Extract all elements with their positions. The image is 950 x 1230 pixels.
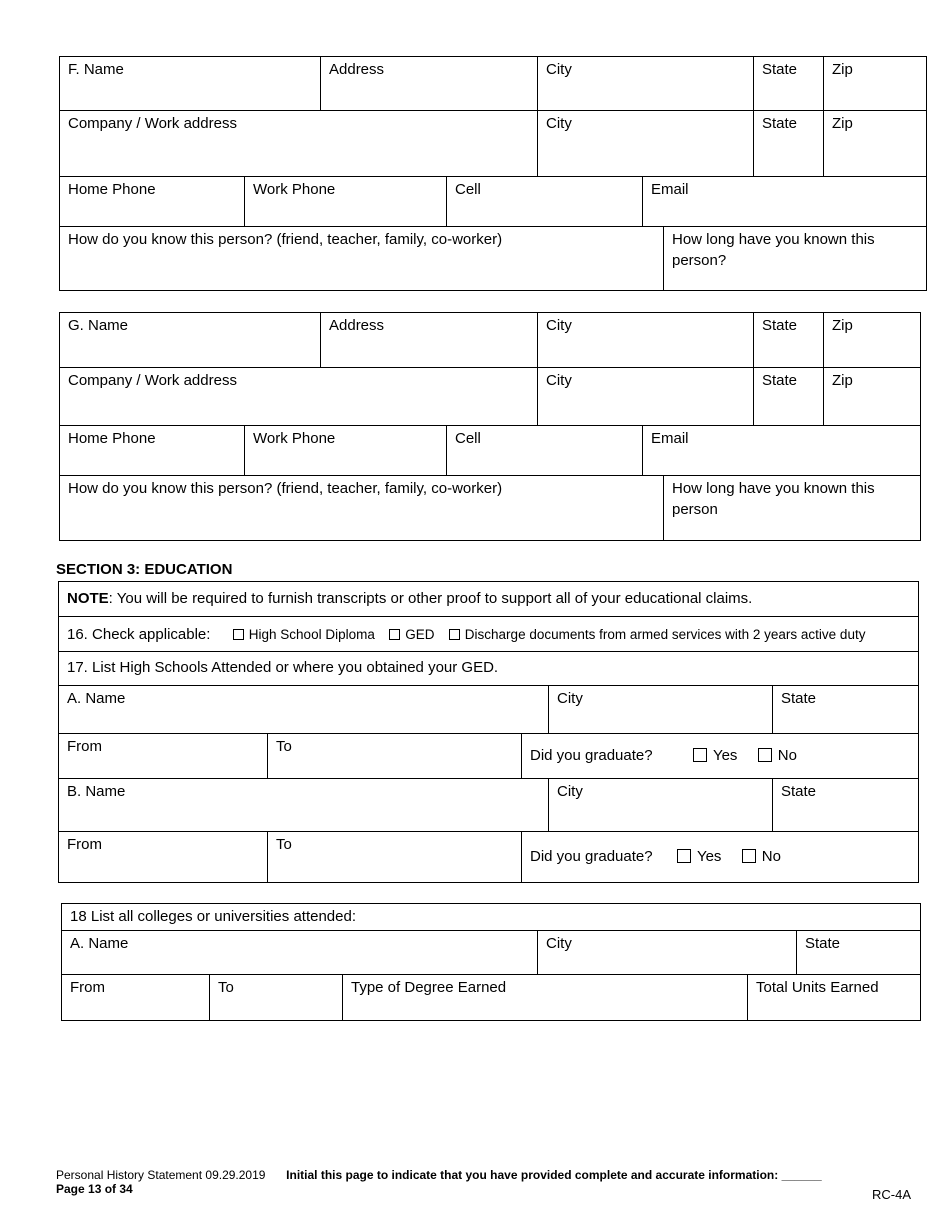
ref-g-company-field[interactable] [60, 368, 537, 426]
ref-f-city-field[interactable] [537, 57, 753, 110]
ref-g-company-city-label: City [546, 372, 572, 389]
hs-a-from-field[interactable] [59, 734, 267, 779]
college-a-name-label: A. Name [70, 935, 129, 952]
college-a-city-field[interactable] [537, 931, 796, 975]
ref-g-row2 [60, 367, 920, 426]
ref-f-name-field[interactable] [60, 57, 320, 110]
ref-g-zip-field[interactable] [823, 313, 921, 367]
ref-g-state-label: State [762, 317, 798, 334]
college-a-to-field[interactable] [209, 975, 342, 1021]
ged-checkbox[interactable] [389, 629, 400, 640]
hs-a-graduate-label: Did you graduate? [530, 747, 653, 764]
high-school-diploma-label: High School Diploma [248, 627, 375, 642]
reference-f-table [59, 56, 927, 291]
hs-b-row1 [59, 778, 918, 832]
q17-cell [59, 652, 918, 686]
hs-a-to-field[interactable] [267, 734, 521, 779]
college-a-state-field[interactable] [796, 931, 920, 975]
hs-b-no-label: No [761, 848, 781, 865]
ref-f-zip-field[interactable] [823, 57, 927, 110]
ref-f-work-phone-label: Work Phone [253, 181, 336, 198]
ref-g-city-field[interactable] [537, 313, 753, 367]
ref-g-home-phone-label: Home Phone [68, 430, 156, 447]
colleges-table [61, 903, 921, 1021]
college-a-to-label: To [218, 979, 234, 996]
colleges-header-cell [62, 904, 920, 930]
q16-row [59, 616, 918, 652]
ref-g-how-know-label: How do you know this person? (friend, teacher, family, co-worker) [68, 480, 503, 497]
ref-f-row3 [60, 176, 926, 227]
hs-b-graduate-label: Did you graduate? [530, 848, 653, 865]
footer-page-number: Page 13 of 34 [56, 1182, 133, 1196]
ref-f-address-field[interactable] [320, 57, 537, 110]
ref-g-row4 [60, 475, 920, 541]
ref-g-company-label: Company / Work address [68, 372, 237, 389]
hs-a-to-label: To [276, 738, 292, 755]
footer-form-code: RC-4A [872, 1187, 912, 1202]
hs-b-row2 [59, 831, 918, 883]
ref-g-company-zip-field[interactable] [823, 368, 921, 426]
ref-f-cell-label: Cell [455, 181, 481, 198]
hs-b-to-label: To [276, 836, 292, 853]
ged-label: GED [405, 627, 435, 642]
hs-b-no-checkbox[interactable] [742, 849, 756, 863]
ref-g-zip-label: Zip [832, 317, 853, 334]
ref-g-company-city-field[interactable] [537, 368, 753, 426]
hs-a-yes-label: Yes [712, 747, 738, 764]
ref-f-how-know-field[interactable] [60, 227, 663, 291]
hs-a-row2 [59, 733, 918, 779]
hs-b-yes-label: Yes [696, 848, 722, 865]
ref-g-email-label: Email [651, 430, 689, 447]
hs-a-yes-checkbox[interactable] [693, 748, 707, 762]
education-table [58, 581, 919, 883]
ref-f-company-zip-field[interactable] [823, 111, 927, 177]
ref-f-address-label: Address [329, 61, 385, 78]
hs-b-name-field[interactable] [59, 779, 548, 832]
discharge-documents-label: Discharge documents from armed services with 2 years active duty [464, 627, 866, 642]
ref-f-cell-field[interactable] [446, 177, 642, 227]
college-a-from-field[interactable] [62, 975, 209, 1021]
hs-b-name-label: B. Name [67, 783, 126, 800]
ref-f-home-phone-field[interactable] [60, 177, 244, 227]
hs-b-graduate-field [521, 832, 918, 883]
college-a-row2 [62, 974, 920, 1021]
ref-g-work-phone-label: Work Phone [253, 430, 336, 447]
q17-row [59, 651, 918, 686]
hs-a-name-label: A. Name [67, 690, 126, 707]
ref-f-state-field[interactable] [753, 57, 823, 110]
q17-label: 17. List High Schools Attended or where you obtained your GED. [67, 659, 499, 676]
note-cell [59, 582, 918, 616]
footer-initial[interactable]: Initial this page to indicate that you have provided complete and accurate information: ______ [286, 1168, 822, 1182]
reference-g-table [59, 312, 921, 541]
hs-b-city-field[interactable] [548, 779, 772, 832]
ref-f-company-state-field[interactable] [753, 111, 823, 177]
q16-label: 16. Check applicable: [67, 626, 211, 643]
college-a-row1 [62, 930, 920, 975]
hs-a-no-label: No [777, 747, 797, 764]
ref-g-name-label: G. Name [68, 317, 129, 334]
ref-g-company-state-label: State [762, 372, 798, 389]
ref-f-state-label: State [762, 61, 798, 78]
ref-g-company-zip-label: Zip [832, 372, 853, 389]
ref-f-home-phone-label: Home Phone [68, 181, 156, 198]
college-a-from-label: From [70, 979, 105, 996]
ref-g-cell-field[interactable] [446, 426, 642, 476]
ref-g-how-long-label: How long have you known this person [672, 480, 875, 518]
colleges-header-row [62, 904, 920, 930]
ref-f-company-city-label: City [546, 115, 572, 132]
ref-f-how-know-label: How do you know this person? (friend, teacher, family, co-worker) [68, 231, 503, 248]
note-row [59, 582, 918, 616]
hs-b-to-field[interactable] [267, 832, 521, 883]
ref-f-city-label: City [546, 61, 572, 78]
ref-g-state-field[interactable] [753, 313, 823, 367]
hs-b-yes-checkbox[interactable] [677, 849, 691, 863]
ref-g-row1 [60, 313, 920, 367]
ref-f-row4 [60, 226, 926, 291]
ref-f-work-phone-field[interactable] [244, 177, 446, 227]
ref-g-city-label: City [546, 317, 572, 334]
ref-g-address-field[interactable] [320, 313, 537, 367]
college-a-state-label: State [805, 935, 841, 952]
ref-g-name-field[interactable] [60, 313, 320, 367]
note-text: : You will be required to furnish transcripts or other proof to support all of your educational claims. [108, 590, 753, 607]
ref-g-address-label: Address [329, 317, 385, 334]
ref-f-how-long-field[interactable] [663, 227, 927, 291]
college-a-degree-field[interactable] [342, 975, 747, 1021]
hs-a-name-field[interactable] [59, 686, 548, 734]
hs-b-from-field[interactable] [59, 832, 267, 883]
ref-g-company-state-field[interactable] [753, 368, 823, 426]
college-a-name-field[interactable] [62, 931, 537, 975]
ref-g-home-phone-field[interactable] [60, 426, 244, 476]
note-label: NOTE [67, 590, 109, 607]
ref-g-how-long-field[interactable] [663, 476, 921, 541]
ref-f-company-city-field[interactable] [537, 111, 753, 177]
college-a-units-field[interactable] [747, 975, 920, 1021]
ref-g-row3 [60, 425, 920, 476]
college-a-degree-label: Type of Degree Earned [351, 979, 507, 996]
ref-f-company-zip-label: Zip [832, 115, 853, 132]
ref-f-name-label: F. Name [68, 61, 124, 78]
ref-f-row1 [60, 57, 926, 110]
hs-a-row1 [59, 685, 918, 734]
footer-line1 [56, 1168, 822, 1182]
colleges-header-label: 18 List all colleges or universities attended: [70, 908, 356, 925]
discharge-documents-checkbox[interactable] [449, 629, 460, 640]
ref-g-email-field[interactable] [642, 426, 921, 476]
hs-a-state-label: State [781, 690, 817, 707]
ref-f-company-field[interactable] [60, 111, 537, 177]
ref-g-work-phone-field[interactable] [244, 426, 446, 476]
college-a-units-label: Total Units Earned [756, 979, 879, 996]
footer-statement: Personal History Statement 09.29.2019 [56, 1168, 266, 1182]
hs-a-city-label: City [557, 690, 583, 707]
high-school-diploma-checkbox[interactable] [233, 629, 244, 640]
ref-f-email-field[interactable] [642, 177, 927, 227]
q16-cell [59, 617, 918, 652]
ref-g-cell-label: Cell [455, 430, 481, 447]
ref-f-company-state-label: State [762, 115, 798, 132]
hs-a-state-field[interactable] [772, 686, 918, 734]
hs-a-no-checkbox[interactable] [758, 748, 772, 762]
ref-f-email-label: Email [651, 181, 689, 198]
hs-a-from-label: From [67, 738, 102, 755]
hs-a-graduate-field [521, 734, 918, 779]
ref-f-zip-label: Zip [832, 61, 853, 78]
ref-f-how-long-label: How long have you known this person? [672, 231, 875, 269]
ref-f-row2 [60, 110, 926, 177]
section-3-title: SECTION 3: EDUCATION [56, 561, 233, 578]
hs-b-from-label: From [67, 836, 102, 853]
hs-b-city-label: City [557, 783, 583, 800]
hs-b-state-label: State [781, 783, 817, 800]
ref-f-company-label: Company / Work address [68, 115, 237, 132]
hs-a-city-field[interactable] [548, 686, 772, 734]
ref-g-how-know-field[interactable] [60, 476, 663, 541]
college-a-city-label: City [546, 935, 572, 952]
hs-b-state-field[interactable] [772, 779, 918, 832]
